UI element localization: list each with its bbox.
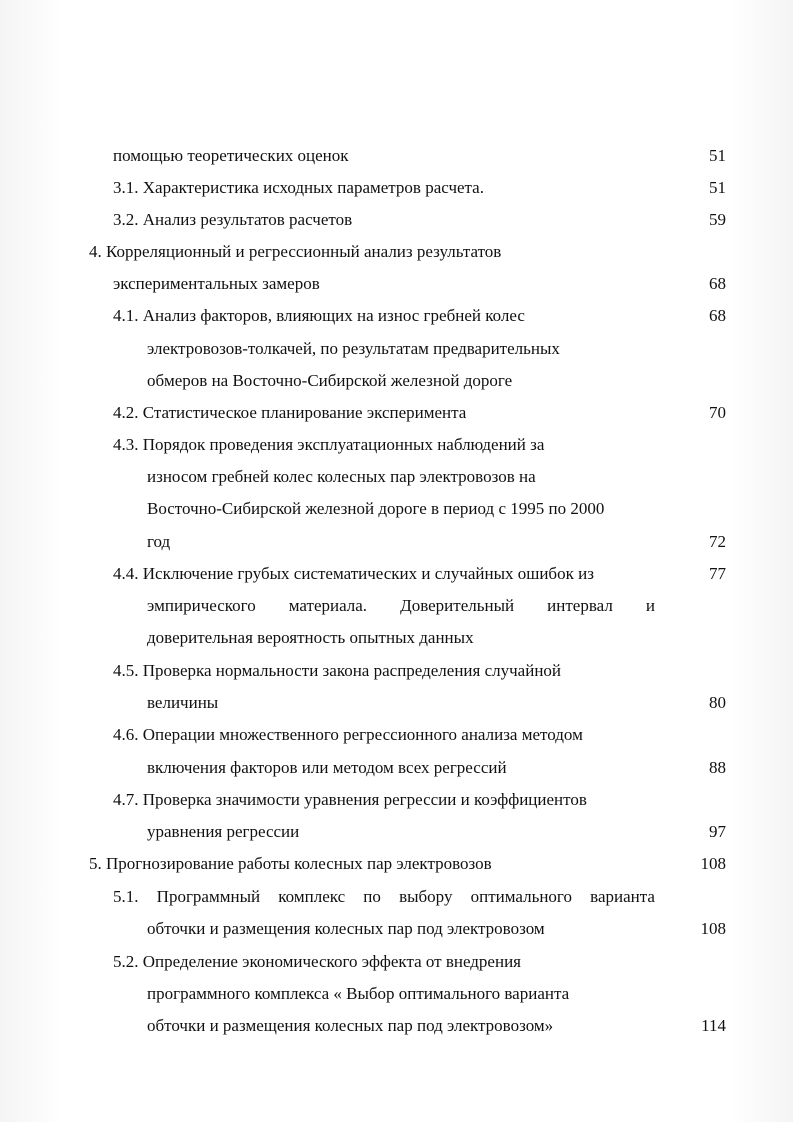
toc-line: 4.4. Исключение грубых систематических и случайных ошибок из bbox=[113, 564, 594, 583]
toc-word: оптимального bbox=[470, 887, 572, 906]
toc-line: 4. Корреляционный и регрессионный анализ результатов bbox=[89, 242, 502, 261]
toc-line: 4.7. Проверка значимости уравнения регрессии и коэффициентов bbox=[113, 790, 587, 809]
toc-line: обмеров на Восточно-Сибирской железной дороге bbox=[147, 371, 513, 390]
toc-line: программного комплекса « Выбор оптимального варианта bbox=[147, 984, 570, 1003]
toc-page-number: 68 bbox=[709, 274, 726, 293]
toc-line: уравнения регрессии bbox=[147, 822, 300, 841]
toc-word: варианта bbox=[590, 887, 655, 906]
toc-line: год bbox=[147, 532, 171, 551]
toc-page-number: 77 bbox=[709, 564, 726, 583]
toc-line: помощью теоретических оценок bbox=[113, 146, 349, 165]
toc-line: 4.1. Анализ факторов, влияющих на износ гребней колес bbox=[113, 306, 525, 325]
toc-line: 4.5. Проверка нормальности закона распределения случайной bbox=[113, 661, 562, 680]
toc-line: экспериментальных замеров bbox=[113, 274, 320, 293]
toc-word: эмпирического bbox=[147, 596, 256, 615]
toc-line: обточки и размещения колесных пар под электровозом bbox=[147, 919, 545, 938]
toc-page-number: 72 bbox=[709, 532, 726, 551]
toc-line: износом гребней колес колесных пар электровозов на bbox=[147, 467, 536, 486]
toc-line: 4.3. Порядок проведения эксплуатационных наблюдений за bbox=[113, 435, 545, 454]
toc-page-number: 114 bbox=[701, 1016, 726, 1035]
toc-line: электровозов-толкачей, по результатам предварительных bbox=[147, 339, 560, 358]
toc-page-number: 68 bbox=[709, 306, 726, 325]
toc-line: 5. Прогнозирование работы колесных пар электровозов bbox=[89, 854, 492, 873]
toc-line: включения факторов или методом всех регрессий bbox=[147, 758, 507, 777]
toc-line: Восточно-Сибирской железной дороге в период с 1995 по 2000 bbox=[147, 499, 605, 518]
toc-line: обточки и размещения колесных пар под электровозом» bbox=[147, 1016, 554, 1035]
toc-line: величины bbox=[147, 693, 219, 712]
toc-word: и bbox=[645, 596, 655, 615]
toc-line: доверительная вероятность опытных данных bbox=[147, 628, 474, 647]
toc-line-justified bbox=[147, 595, 655, 617]
toc-line: 4.6. Операции множественного регрессионного анализа методом bbox=[113, 725, 583, 744]
toc-line: 3.2. Анализ результатов расчетов bbox=[113, 210, 353, 229]
toc-page-number: 80 bbox=[709, 693, 726, 712]
toc-word: интервал bbox=[547, 596, 613, 615]
toc-page-number: 108 bbox=[700, 919, 726, 938]
toc-word: 5.1. bbox=[113, 887, 139, 906]
toc-word: Доверительный bbox=[400, 596, 515, 615]
toc-word: комплекс bbox=[278, 887, 346, 906]
toc-word: выбору bbox=[399, 887, 453, 906]
toc-word: Программный bbox=[156, 887, 261, 906]
toc-page-number: 97 bbox=[709, 822, 726, 841]
toc-page-number: 70 bbox=[709, 403, 726, 422]
toc-line: 3.1. Характеристика исходных параметров расчета. bbox=[113, 178, 484, 197]
toc-word: по bbox=[363, 887, 381, 906]
toc-line: 4.2. Статистическое планирование эксперимента bbox=[113, 403, 467, 422]
toc-line: 5.2. Определение экономического эффекта от внедрения bbox=[113, 952, 521, 971]
toc-page-number: 51 bbox=[709, 146, 726, 165]
toc-page-number: 108 bbox=[700, 854, 726, 873]
toc-line-justified bbox=[113, 886, 655, 908]
toc-page-number: 59 bbox=[709, 210, 726, 229]
toc-page-number: 88 bbox=[709, 758, 726, 777]
toc-word: материала. bbox=[288, 596, 368, 615]
toc-page-number: 51 bbox=[709, 178, 726, 197]
